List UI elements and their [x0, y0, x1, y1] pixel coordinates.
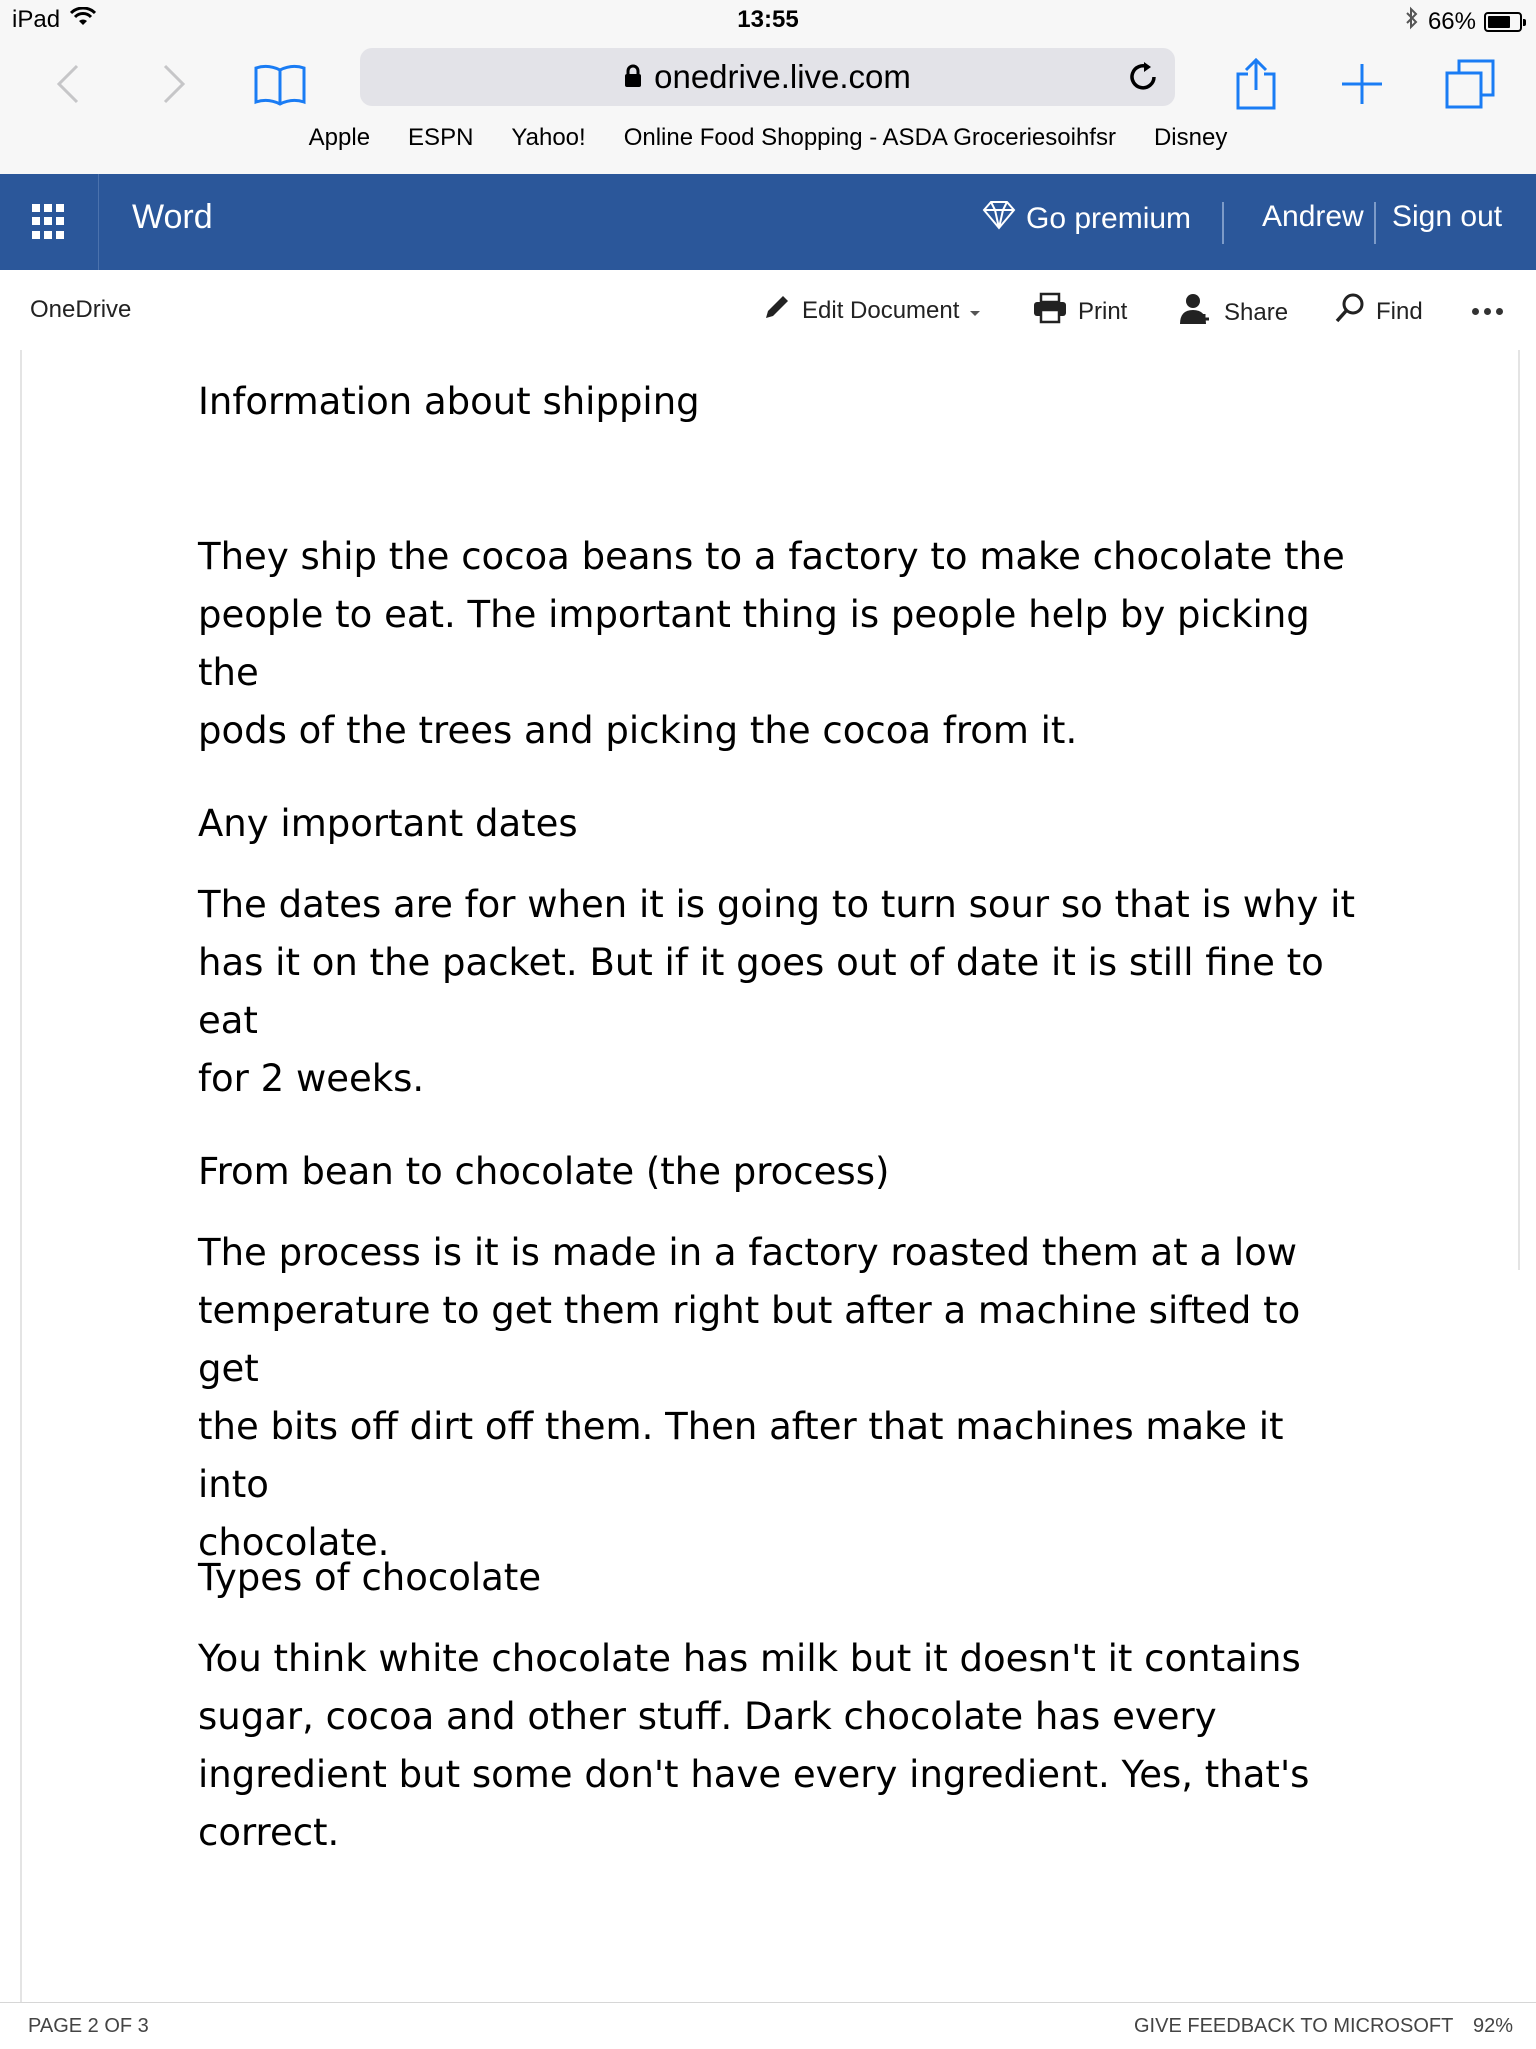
- address-bar[interactable]: [360, 48, 1175, 106]
- header-divider: [1374, 202, 1376, 244]
- section-paragraph: [198, 528, 1358, 760]
- status-right: [1404, 6, 1522, 37]
- sign-out-link[interactable]: Sign out: [1392, 200, 1503, 233]
- paragraph-line: the bits off dirt off them. Then after that machines make it into: [198, 1405, 1284, 1506]
- page-count: PAGE 2 OF 3: [28, 2015, 149, 2037]
- share-label: Share: [1224, 298, 1289, 326]
- paragraph-line: chocolate.: [198, 1521, 390, 1564]
- paragraph-line: The process is it is made in a factory roasted them at a low: [198, 1231, 1297, 1274]
- section-paragraph: [198, 1630, 1358, 1862]
- tabs-icon: [1443, 58, 1497, 110]
- find-button[interactable]: [1334, 292, 1423, 331]
- edit-document-button[interactable]: [762, 292, 981, 329]
- document-canvas: [0, 350, 1536, 2002]
- paragraph-line: sugar, cocoa and other stuff. Dark chocolate has every: [198, 1695, 1217, 1738]
- back-button[interactable]: [38, 54, 98, 114]
- paragraph-line: correct.: [198, 1811, 340, 1854]
- book-icon: [252, 62, 308, 106]
- page-border: [20, 350, 22, 2002]
- section-paragraph: [198, 876, 1358, 1108]
- url-text: onedrive.live.com: [654, 58, 911, 95]
- bookmark-asda[interactable]: Online Food Shopping - ASDA Groceriesoihfsr: [623, 124, 1116, 151]
- favorites-bar: [0, 124, 1536, 164]
- paragraph-line: temperature to get them right but after a machine sifted to get: [198, 1289, 1301, 1390]
- go-premium-label: Go premium: [1026, 202, 1192, 235]
- find-label: Find: [1376, 297, 1423, 325]
- bookmark-apple[interactable]: Apple: [308, 124, 371, 151]
- print-button[interactable]: [1032, 292, 1127, 331]
- paragraph-line: people to eat. The important thing is people help by picking the: [198, 593, 1310, 694]
- tabs-button[interactable]: [1440, 54, 1500, 114]
- bookmark-espn[interactable]: ESPN: [408, 124, 474, 151]
- paragraph-line: has it on the packet. But if it goes out of date it is still fine to eat: [198, 941, 1324, 1042]
- edit-document-label: Edit Document: [802, 296, 960, 324]
- page-border: [1518, 350, 1520, 1270]
- paragraph-line: You think white chocolate has milk but it doesn't it contains: [198, 1637, 1301, 1680]
- forward-button[interactable]: [144, 54, 204, 114]
- breadcrumb-onedrive[interactable]: OneDrive: [30, 296, 132, 323]
- paragraph-line: ingredient but some don't have every ingredient. Yes, that's: [198, 1753, 1310, 1796]
- share-button[interactable]: [1178, 292, 1288, 333]
- share-icon: [1234, 56, 1278, 112]
- command-bar: [0, 270, 1536, 350]
- section-heading: Any important dates: [198, 802, 578, 845]
- plus-icon: [1338, 60, 1386, 108]
- battery-icon: [1484, 12, 1522, 32]
- reload-icon: [1126, 60, 1160, 94]
- printer-icon: [1032, 292, 1068, 331]
- word-header: [0, 174, 1536, 270]
- bookmark-yahoo[interactable]: Yahoo!: [511, 124, 586, 151]
- bookmark-disney[interactable]: Disney: [1153, 124, 1228, 151]
- caret-down-icon: [969, 297, 981, 325]
- print-label: Print: [1078, 297, 1128, 325]
- feedback-link[interactable]: GIVE FEEDBACK TO MICROSOFT: [1134, 2015, 1454, 2037]
- app-launcher-icon[interactable]: [32, 204, 68, 240]
- share-sheet-button[interactable]: [1226, 54, 1286, 114]
- battery-percent: 66%: [1427, 7, 1476, 35]
- section-heading: Types of chocolate: [198, 1556, 542, 1599]
- new-tab-button[interactable]: [1332, 54, 1392, 114]
- app-title[interactable]: Word: [132, 198, 213, 236]
- status-time: 13:55: [737, 6, 799, 33]
- safari-toolbar: [0, 40, 1536, 175]
- add-person-icon: [1178, 292, 1214, 333]
- user-name[interactable]: Andrew: [1262, 200, 1364, 233]
- paragraph-line: for 2 weeks.: [198, 1057, 425, 1100]
- more-options-icon[interactable]: [1472, 308, 1503, 315]
- word-status-bar: [0, 2002, 1536, 2049]
- chevron-left-icon: [53, 62, 83, 106]
- section-heading: Information about shipping: [198, 380, 700, 423]
- search-icon: [1334, 292, 1366, 331]
- paragraph-line: They ship the cocoa beans to a factory to make chocolate the: [198, 535, 1345, 578]
- section-paragraph: [198, 1224, 1358, 1572]
- diamond-icon: [982, 200, 1016, 238]
- pencil-icon: [762, 292, 792, 329]
- header-divider: [1222, 202, 1224, 244]
- bookmarks-button[interactable]: [250, 54, 310, 114]
- go-premium-button[interactable]: [982, 200, 1191, 238]
- header-separator: [98, 174, 99, 270]
- zoom-level[interactable]: 92%: [1473, 2015, 1514, 2037]
- paragraph-line: The dates are for when it is going to turn sour so that is why it: [198, 883, 1355, 926]
- paragraph-line: pods of the trees and picking the cocoa from it.: [198, 709, 1078, 752]
- lock-icon: [624, 58, 642, 96]
- section-heading: From bean to chocolate (the process): [198, 1150, 890, 1193]
- device-name: iPad: [12, 6, 61, 33]
- reload-button[interactable]: [1123, 57, 1163, 97]
- bluetooth-icon: [1404, 6, 1420, 37]
- ios-status-bar: [0, 0, 1536, 40]
- chevron-right-icon: [159, 62, 189, 106]
